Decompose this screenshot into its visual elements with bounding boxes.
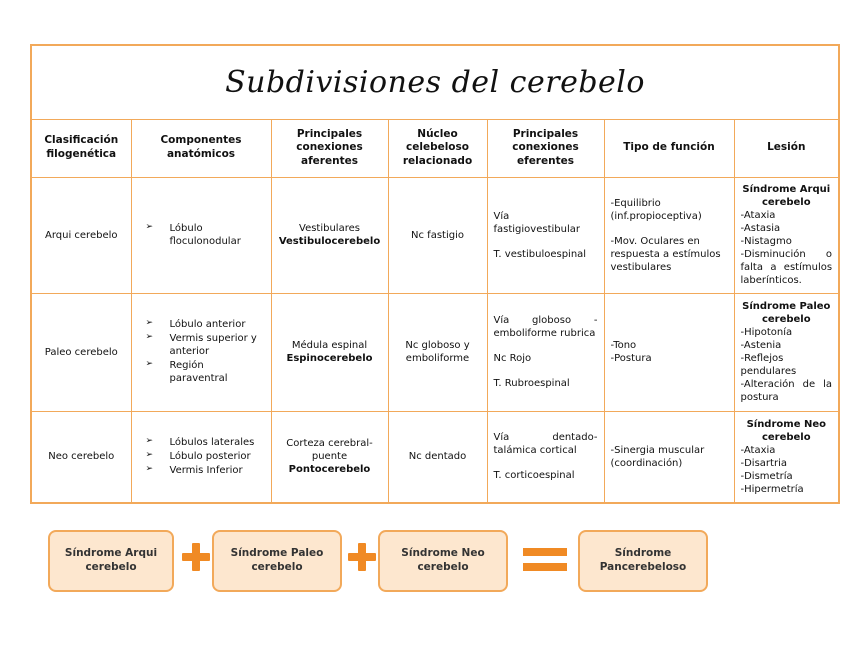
table-row — [31, 293, 839, 411]
afferent-cell — [271, 293, 388, 411]
lesion-cell: Síndrome Arqui cerebelo -Ataxia -Astasia -Nistagmo -Disminución o falta a estímulos laberínticos. — [734, 177, 839, 293]
syndrome-pancerebeloso-box: Síndrome Pancerebeloso — [578, 530, 708, 592]
header-components: Componentes anatómicos — [131, 119, 271, 177]
lesion-title: Síndrome Neo cerebelo — [746, 418, 826, 443]
components-cell — [131, 411, 271, 503]
nucleus-cell: Nc dentado — [388, 411, 487, 503]
header-afferent: Principales conexiones aferentes — [271, 119, 388, 177]
list-item: ➢ Vermis Inferior — [145, 463, 243, 476]
afferent-bold: Espinocerebelo — [286, 353, 373, 364]
components-cell — [131, 177, 271, 293]
table-row — [31, 177, 839, 293]
header-row — [31, 119, 839, 177]
arrow-bullet-icon: ➢ — [145, 435, 154, 446]
subdivisions-table — [30, 44, 840, 504]
nucleus-cell: Nc fastigio — [388, 177, 487, 293]
plus-icon — [348, 543, 376, 571]
function-cell: -Tono -Postura — [604, 293, 734, 411]
lesion-title: Síndrome Paleo cerebelo — [742, 301, 831, 325]
arrow-bullet-icon: ➢ — [145, 449, 154, 460]
afferent-cell — [271, 177, 388, 293]
header-function: Tipo de función — [604, 119, 734, 177]
arrow-bullet-icon: ➢ — [145, 332, 154, 342]
header-nucleus: Núcleo celebeloso relacionado — [388, 119, 487, 177]
table-title: Subdivisiones del cerebelo — [31, 45, 839, 119]
classification-cell: Arqui cerebelo — [31, 177, 131, 293]
header-classification: Clasificación filogenética — [31, 119, 131, 177]
efferent-cell: Vía fastigiovestibular T. vestibuloespinal — [487, 177, 604, 293]
list-item: ➢ Lóbulo posterior — [145, 449, 251, 462]
efferent-cell: Vía dentado-talámica cortical T. corticoespinal — [487, 411, 604, 503]
function-cell: -Equilibrio (inf.propioceptiva) -Mov. Oculares en respuesta a estímulos vestibulares — [604, 177, 734, 293]
list-item: ➢ Vermis superior y anterior — [145, 332, 257, 357]
syndrome-neo-box: Síndrome Neo cerebelo — [378, 530, 508, 592]
syndrome-arqui-box: Síndrome Arqui cerebelo — [48, 530, 174, 592]
header-lesion: Lesión — [734, 119, 839, 177]
classification-cell: Paleo cerebelo — [31, 293, 131, 411]
afferent-bold: Pontocerebelo — [288, 464, 371, 476]
arrow-bullet-icon: ➢ — [145, 221, 154, 232]
plus-icon — [182, 543, 210, 571]
nucleus-cell: Nc globoso y emboliforme — [388, 293, 487, 411]
afferent-plain: Médula espinal — [291, 340, 368, 351]
subdivisions-table-container — [30, 44, 838, 504]
list-item: ➢ Lóbulo anterior — [145, 318, 246, 330]
header-efferent: Principales conexiones eferentes — [487, 119, 604, 177]
afferent-plain: Corteza cerebral-puente — [286, 438, 373, 463]
table-row — [31, 411, 839, 503]
arrow-bullet-icon: ➢ — [145, 463, 154, 474]
syndrome-paleo-box: Síndrome Paleo cerebelo — [212, 530, 342, 592]
list-item: ➢ Lóbulos laterales — [145, 435, 255, 448]
afferent-plain: Vestibulares — [299, 223, 360, 234]
function-cell: -Sinergia muscular (coordinación) — [604, 411, 734, 503]
afferent-cell — [271, 411, 388, 503]
list-item: ➢ Lóbulo floculonodular — [145, 221, 241, 247]
equals-icon — [523, 548, 567, 572]
list-item: ➢ Región paraventral — [145, 359, 228, 384]
afferent-bold: Vestibulocerebelo — [278, 236, 381, 247]
efferent-cell: Vía globoso - emboliforme rubrica Nc Rojo T. Rubroespinal — [487, 293, 604, 411]
components-cell — [131, 293, 271, 411]
arrow-bullet-icon: ➢ — [145, 359, 154, 369]
arrow-bullet-icon: ➢ — [145, 318, 154, 328]
lesion-cell: Síndrome Paleo cerebelo -Hipotonía -Astenia -Reflejos pendulares -Alteración de la postura — [734, 293, 839, 411]
lesion-cell: Síndrome Neo cerebelo -Ataxia -Disartria -Dismetría -Hipermetría — [734, 411, 839, 503]
classification-cell: Neo cerebelo — [31, 411, 131, 503]
lesion-title: Síndrome Arqui cerebelo — [742, 184, 831, 208]
